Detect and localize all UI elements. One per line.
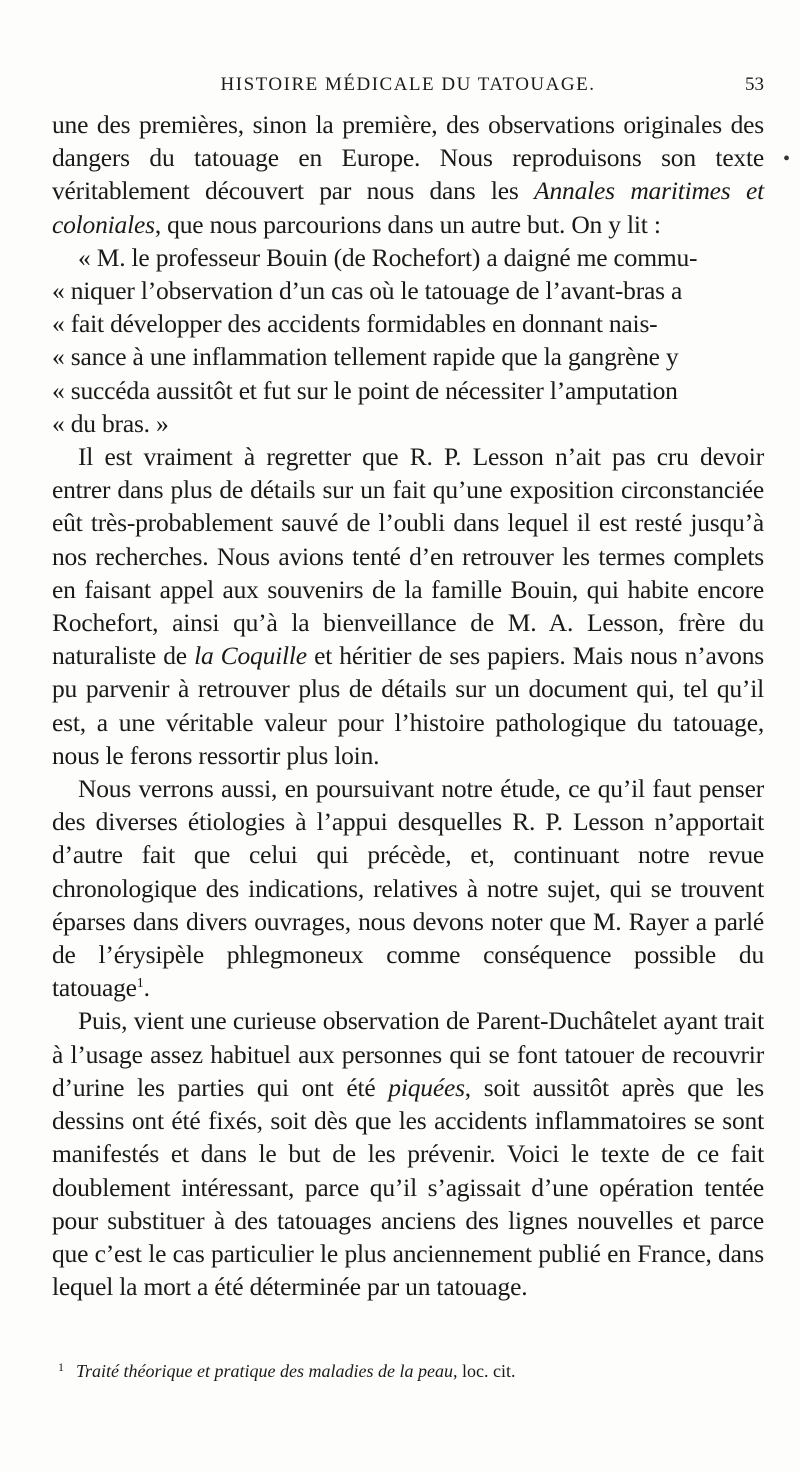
quote-line: « niquer l’observation d’un cas où le tatouage de l’avant-bras a: [52, 276, 683, 306]
paragraph-3-text-a: Nous verrons aussi, en poursuivant notre étude, ce qu’il faut penser des diverses étiologies à l’appui desquelles R. P. Lesson n’apportait d’autre fait que celui qui précède, et, continuant notre revue chronologique des indications, relatives à notre sujet, qui se trouvent éparses dans divers ouvrages, nous devons noter que M. Rayer a parlé de l’érysipèle phlegmoneux comme conséquence possible du tatouage: [52, 774, 764, 1003]
running-title: HISTOIRE MÉDICALE DU TATOUAGE.: [220, 74, 596, 95]
paragraph-1-text-a: une des premières, sinon la première, des observations originales des dangers du tatouage en Europe. Nous reproduisons son texte véritablement découvert par nous dans les: [52, 110, 764, 206]
footnote-number: 1: [58, 1360, 64, 1374]
paragraph-3: [52, 772, 764, 1004]
quote-line: « du bras. »: [52, 408, 169, 438]
quote-line: « succéda aussitôt et fut sur le point de nécessiter l’amputation: [52, 375, 678, 405]
paragraph-2-text-b: et héritier de ses papiers. Mais nous n’avons pu parvenir à retrouver plus de détails sur un document qui, tel qu’il est, a une véritable valeur pour l’histoire pathologique du tatouage, nous le ferons ressortir plus loin.: [52, 641, 765, 770]
paragraph-2: [52, 440, 764, 772]
page-header: [52, 70, 764, 100]
quote-line: « sance à une inflammation tellement rapide que la gangrène y: [52, 342, 679, 372]
journal-title: Annales maritimes et coloniales: [52, 176, 764, 239]
emphasized-word: piquées: [388, 1072, 465, 1102]
footnote: [52, 1356, 764, 1382]
paragraph-2-text-a: Il est vraiment à regretter que R. P. Lesson n’ait pas cru devoir entrer dans plus de détails sur un fait qu’une exposition circonstanciée eût très-probablement sauvé de l’oubli dans lequel il est resté jusqu’à nos recherches. Nous avions tenté d’en retrouver les termes complets en faisant appel aux souvenirs de la famille Bouin, qui habite encore Rochefort, ainsi qu’à la bienveillance de M. A. Lesson, frère du naturaliste de: [52, 442, 764, 671]
paragraph-4-text-a: Puis, vient une curieuse observation de Parent-Duchâtelet ayant trait à l’usage assez habituel aux personnes qui se font tatouer de recouvrir d’urine les parties qui ont été: [52, 1006, 764, 1102]
paragraph-1: [52, 108, 764, 241]
paragraph-3-text-b: .: [143, 973, 150, 1003]
paragraph-4: [52, 1004, 764, 1303]
footnote-reference: 1: [136, 976, 144, 992]
paragraph-4-text-b: , soit aussitôt après que les dessins ont été fixés, soit dès que les accidents inflammatoires se sont manifestés et dans le but de les prévenir. Voici le texte de ce fait doublement intéressant, parce qu’il s’agissait d’une opération tentée pour substituer à des tatouages anciens des lignes nouvelles et parce que c’est le cas particulier le plus anciennement publié en France, dans lequel la mort a été déterminée par un tatouage.: [52, 1072, 764, 1302]
footnote-title: Traité théorique et pratique des maladies de la peau: [76, 1361, 453, 1381]
quote-line: « M. le professeur Bouin (de Rochefort) a daigné me commu-: [78, 242, 698, 272]
quotation: [52, 241, 764, 440]
margin-mark: •: [782, 148, 790, 170]
quote-line: « fait développer des accidents formidables en donnant nais-: [52, 309, 658, 339]
paragraph-1-text-b: , que nous parcourions dans un autre but. On y lit :: [154, 209, 661, 239]
ship-name: la Coquille: [194, 641, 307, 671]
footnote-rest: , loc. cit.: [452, 1361, 516, 1381]
body-text: [52, 108, 764, 1303]
page-number: 53: [745, 74, 764, 95]
